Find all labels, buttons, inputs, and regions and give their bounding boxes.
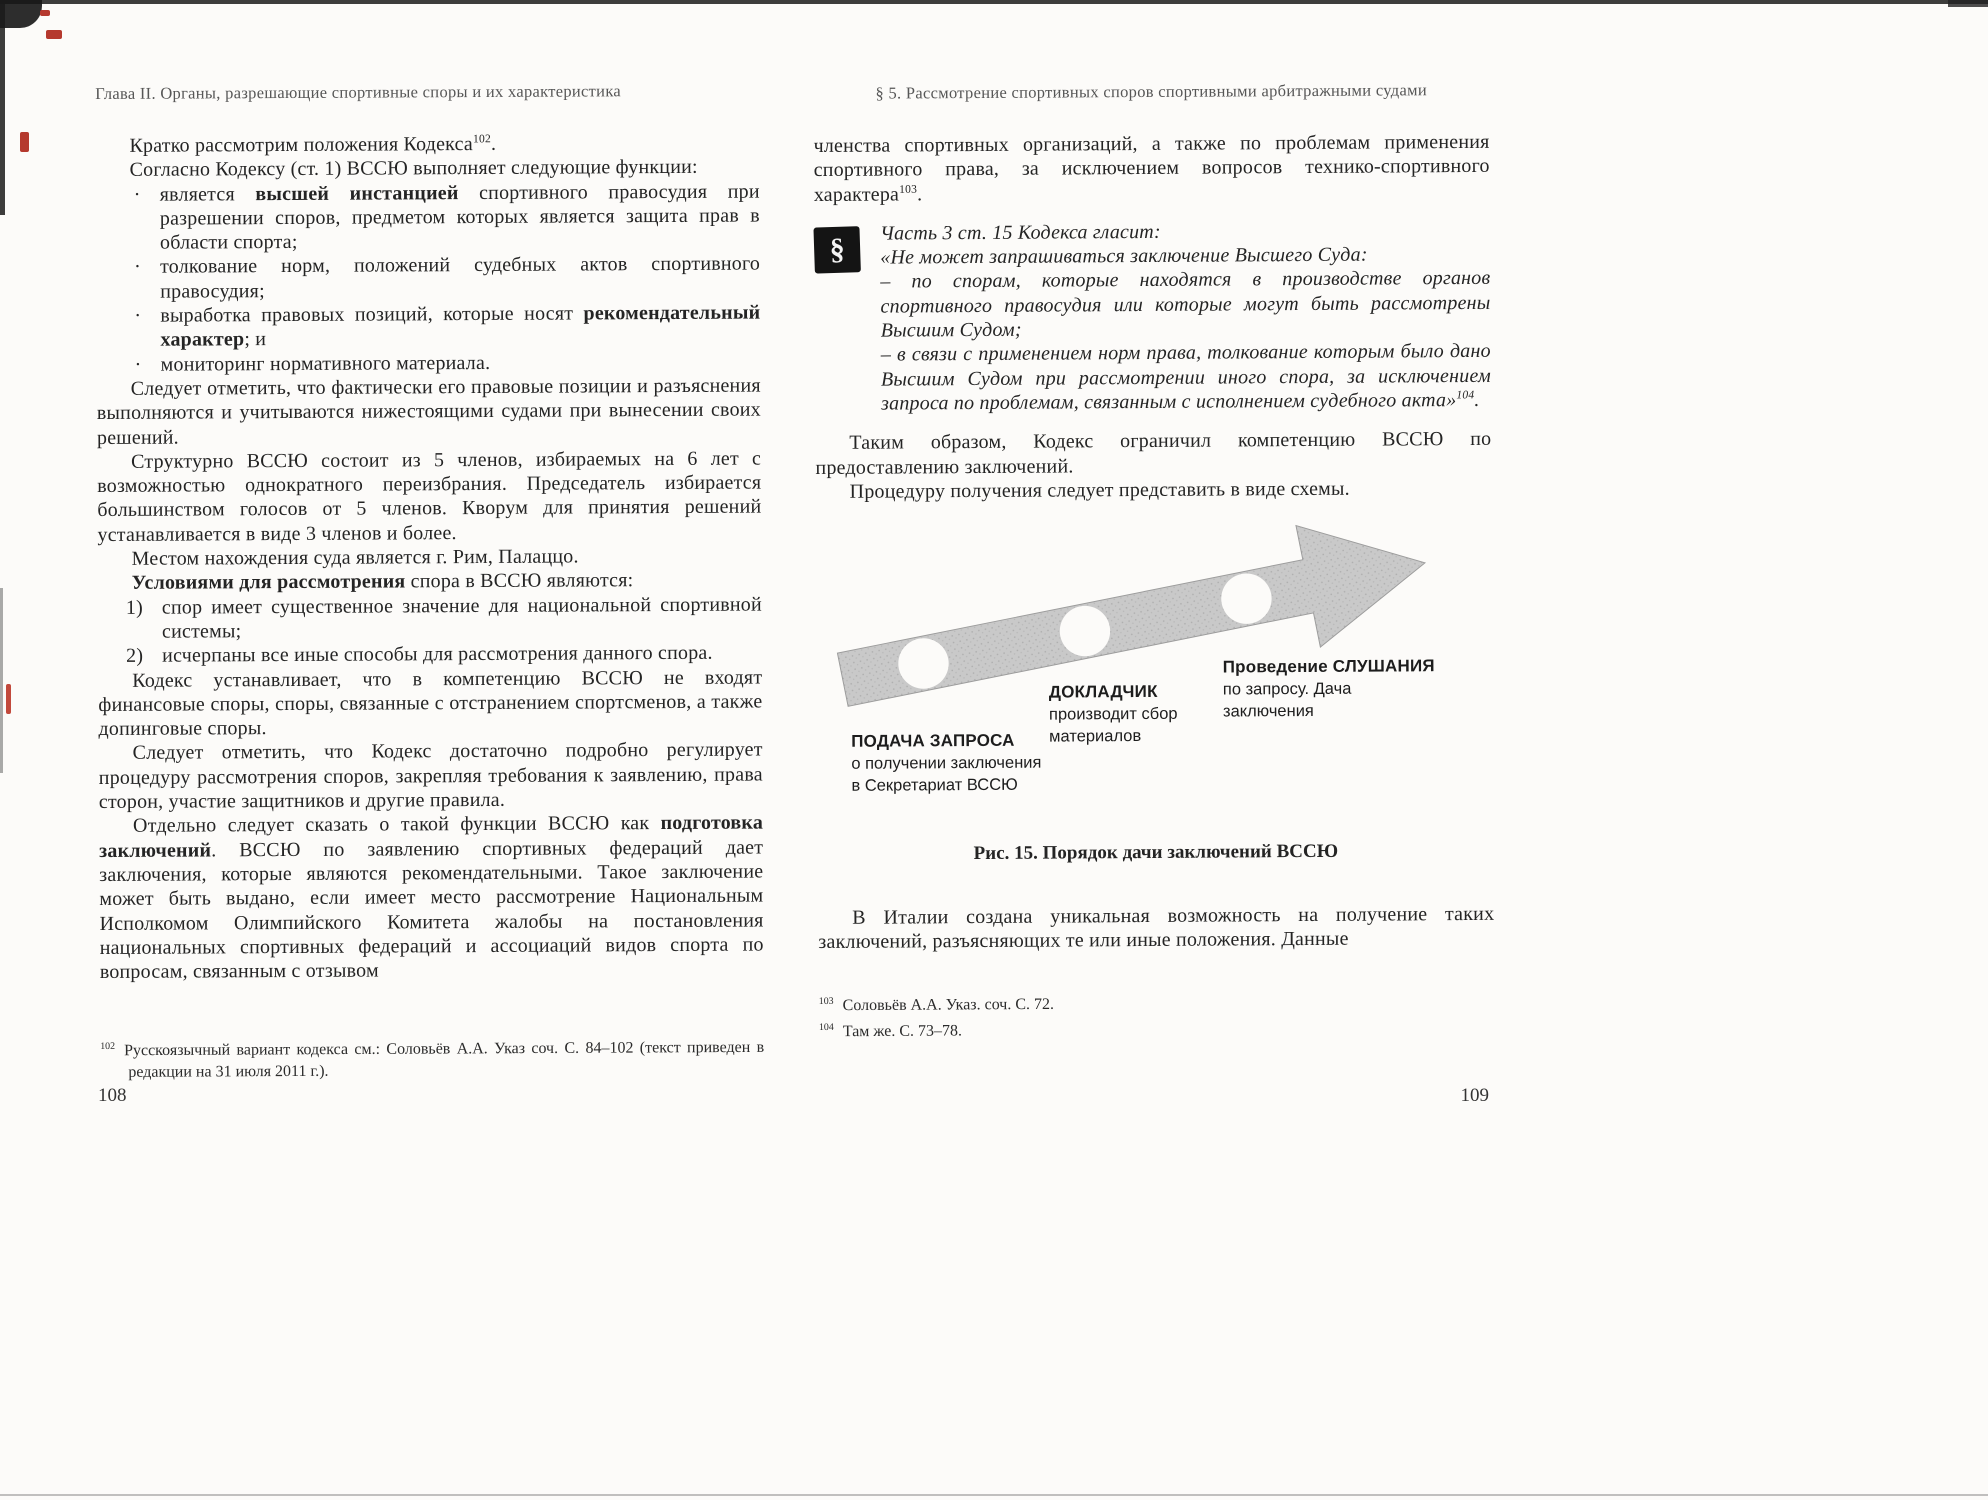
footnote: $^{103}$ Соловьёв А.А. Указ. соч. С. 72. xyxy=(818,995,1055,1014)
paragraph: · толкование норм, положений судебных актов спортивного правосудия; xyxy=(134,253,761,303)
red-speck xyxy=(40,10,50,16)
scan-edge-left xyxy=(0,0,5,215)
paragraph: · является высшей инстанцией спортивного правосудия при разрешении споров, предметом которых является защита прав в области спорта; xyxy=(133,180,760,254)
law-quote-block xyxy=(814,218,1491,417)
page-left xyxy=(95,55,764,1084)
footnotes-left xyxy=(100,1033,764,1084)
body-text-left xyxy=(95,131,763,985)
running-header-left: Глава II. Органы, разрешающие спортивные споры и их характеристика xyxy=(95,81,622,103)
paragraph: · выработка правовых позиций, которые носят рекомендательный характер; и xyxy=(134,301,761,352)
diagram-step-3-line: по запросу. Дача xyxy=(1222,679,1352,699)
diagram-step-1-line: в Секретариат ВССЮ xyxy=(851,775,1018,795)
law-quote-text xyxy=(880,218,1491,416)
paragraph: – по спорам, которые находятся в производстве органов спортивного правосудия или которые могут быть рассмотрены Высшим Судом; xyxy=(880,267,1491,342)
diagram-step-1 xyxy=(851,729,1042,797)
page-right xyxy=(813,54,1495,1043)
paragraph: Следует отметить, что фактически его правовые позиции и разъяснения выполняются и учитываются нижестоящими судами при вынесении своих решений. xyxy=(96,374,761,449)
paragraph: Согласно Кодексу (ст. 1) ВССЮ выполняет следующие функции: xyxy=(129,156,698,182)
diagram-step-3-line: заключения xyxy=(1222,702,1314,721)
paragraph: – в связи с применением норм права, толкование которым было дано Высшим Судом при рассмотрении иного спора, за исключением запроса по проблемам, связанным с исполнением судебного акта»$^{104}$. xyxy=(880,340,1492,415)
red-speck xyxy=(46,30,62,39)
scan-edge-bottom xyxy=(0,1494,1988,1496)
paragraph: В Италии создана уникальная возможность на получение таких заключений, разъясняющих те или иные положения. Данные xyxy=(818,903,1495,954)
diagram-step-1-title: ПОДАЧА ЗАПРОСА xyxy=(851,730,1015,751)
list-marker: 104 xyxy=(818,1021,834,1033)
paragraph: Таким образом, Кодекс ограничил компетенцию ВССЮ по предоставлению заключений. xyxy=(815,428,1492,479)
page-number-left: 108 xyxy=(98,1085,127,1106)
figure-15-caption: Рис. 15. Порядок дачи заключений ВССЮ xyxy=(973,840,1339,865)
scan-edge-left-smudge xyxy=(0,588,3,773)
running-header-right: § 5. Рассмотрение спортивных споров спортивными арбитражными судами xyxy=(875,80,1427,103)
list-marker: 1) xyxy=(125,596,143,619)
paragraph: Местом нахождения суда является г. Рим, Палаццо. xyxy=(131,545,579,570)
page-number-right: 109 xyxy=(1460,1085,1489,1106)
diagram-step-2-line: материалов xyxy=(1049,727,1142,746)
diagram-step-3 xyxy=(1223,654,1435,722)
diagram-step-3-title: Проведение СЛУШАНИЯ xyxy=(1222,656,1435,677)
scan-corner-mark xyxy=(0,0,42,28)
paragraph: Кодекс устанавливает, что в компетенцию ВССЮ не входят финансовые споры, споры, связанные с отстранением спортсменов, а также допинговые споры. xyxy=(98,666,763,741)
list-marker: 2) xyxy=(126,644,144,668)
law-book-paragraph-icon: § xyxy=(813,226,860,273)
paragraph: 1) спор имеет существенное значение для национальной спортивной системы; xyxy=(125,593,762,643)
diagram-step-2 xyxy=(1049,680,1178,748)
paragraph: 2) исчерпаны все иные способы для рассмотрения данного спора. xyxy=(126,642,713,668)
scan-edge-top xyxy=(0,0,1988,4)
list-marker: · xyxy=(134,256,142,279)
list-marker: · xyxy=(134,304,142,327)
figure-15-diagram xyxy=(816,526,1494,830)
footnote: $^{104}$ Там же. С. 73–78. xyxy=(818,1021,963,1040)
list-marker: 102 xyxy=(100,1041,116,1053)
paragraph: · мониторинг нормативного материала. xyxy=(134,351,491,376)
red-speck xyxy=(20,132,29,152)
diagram-step-2-title: ДОКЛАДЧИК xyxy=(1048,682,1158,702)
paragraph: «Не может запрашиваться заключение Высшего Суда: xyxy=(880,243,1368,269)
scan-edge-top-right xyxy=(1948,0,1988,7)
paragraph: Структурно ВССЮ состоит из 5 членов, избираемых на 6 лет с возможностью однократного переизбрания. Председатель избирается большинством голосов от 5 членов. Кворум для принятия решений устанавливается в виде 3 членов и более. xyxy=(97,447,762,546)
list-marker: 103 xyxy=(818,995,834,1007)
diagram-step-2-line: производит сбор xyxy=(1048,704,1178,724)
list-marker: · xyxy=(133,183,141,206)
paragraph: Процедуру получения следует представить в виде схемы. xyxy=(849,477,1350,503)
paragraph: Условиями для рассмотрения спора в ВССЮ являются: xyxy=(131,569,634,595)
paragraph: Отдельно следует сказать о такой функции ВССЮ как подготовка заключений. ВССЮ по заявлению спортивных федераций дает заключения, которые являются рекомендательными. Такое заключение может быть выдано, если имеет место рассмотрение Национальным Исполкомом Олимпийского Комитета жалобы на постановления национальных спортивных федераций и ассоциаций видов спорта по вопросам, связанным с отзывом xyxy=(99,811,764,984)
body-text-right-closing xyxy=(818,902,1494,955)
footnote: $^{102}$ Русскоязычный вариант кодекса см.: Соловьёв А.А. Указ соч. С. 84–102 (текст приведен в редакции на 31 июля 2011 г.). xyxy=(100,1039,765,1082)
red-speck xyxy=(6,684,11,714)
paragraph: Следует отметить, что Кодекс достаточно подробно регулирует процедуру рассмотрения споров, закрепляя требования к заявлению, права сторон, участие защитников и другие правила. xyxy=(98,738,763,814)
paragraph: Кратко рассмотрим положения Кодекса$^{102}$. xyxy=(129,132,497,157)
diagram-step-1-line: о получении заключения xyxy=(851,753,1042,773)
paragraph: Часть 3 ст. 15 Кодекса гласит: xyxy=(880,220,1161,245)
footnotes-right xyxy=(819,987,1495,1043)
body-text-right-intro xyxy=(813,130,1489,207)
paragraph: членства спортивных организаций, а также по проблемам применения спортивного права, за исключением вопросов технико-спортивного характера$^{103}$. xyxy=(813,130,1490,206)
list-marker: · xyxy=(134,353,142,376)
